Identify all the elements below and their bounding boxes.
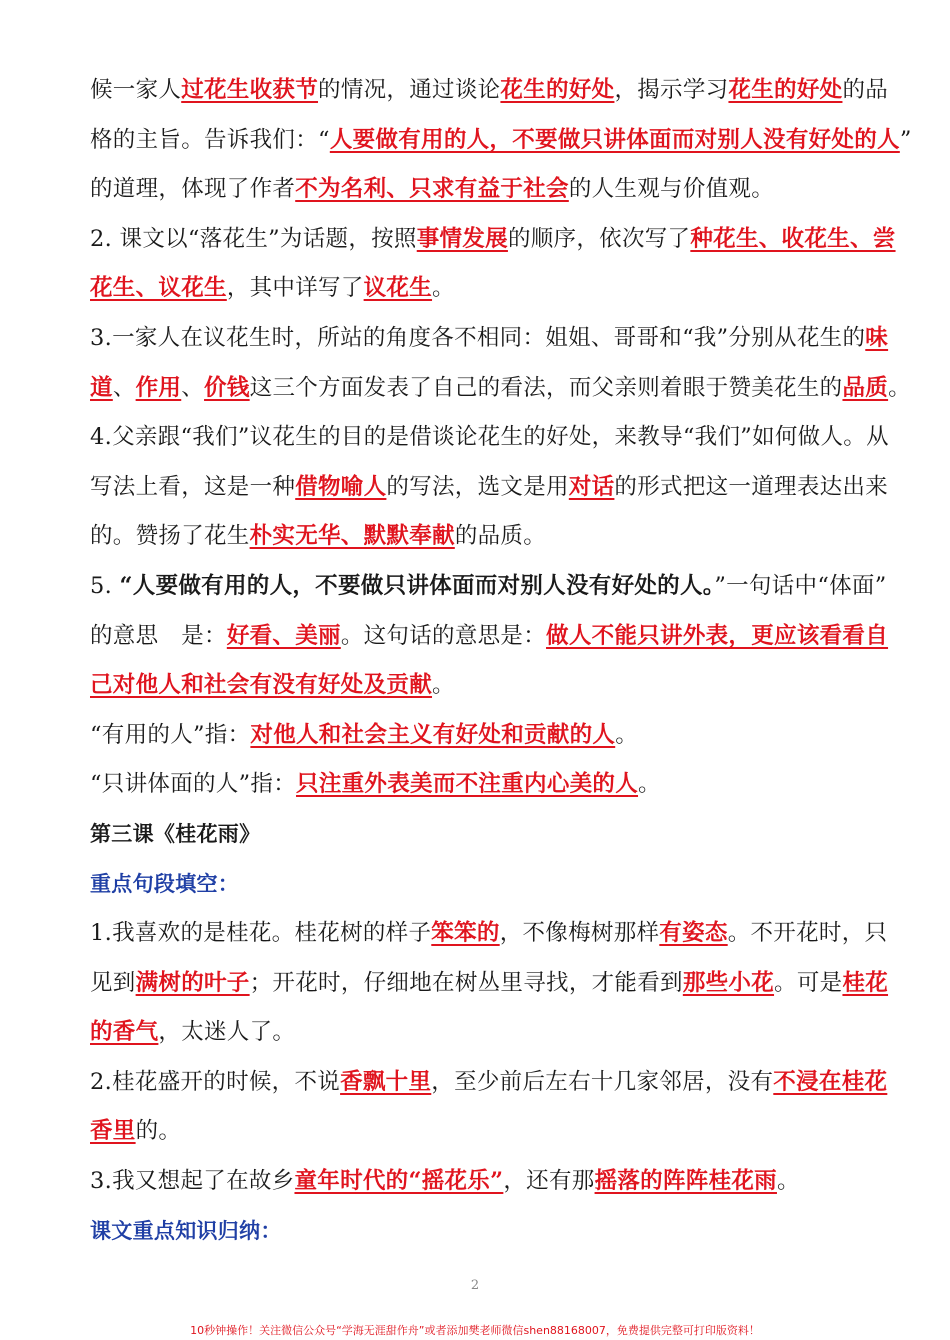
answer-text: 借物喻人 bbox=[295, 473, 387, 500]
body-text: 。这句话的意思是： bbox=[340, 622, 547, 649]
text-line bbox=[90, 959, 889, 1009]
body-text: 的形式把这一道理表达出来 bbox=[614, 473, 889, 500]
body-text: 3.我又想起了在故乡 bbox=[90, 1168, 295, 1195]
body-text: 5. bbox=[90, 572, 120, 599]
body-text: ，至少前后左右十几家邻居，没有 bbox=[431, 1068, 774, 1095]
body-text: “只讲体面的人”指： bbox=[90, 771, 297, 798]
body-text: 的。赞扬了花生 bbox=[90, 523, 250, 550]
body-text: ，太迷人了。 bbox=[158, 1019, 296, 1046]
body-text: ”一句话中“体面” bbox=[714, 572, 887, 599]
text-line bbox=[90, 909, 888, 959]
body-text: 的顺序，依次写了 bbox=[507, 225, 691, 252]
body-text: 。 bbox=[615, 721, 639, 748]
body-text: 。不开花时，只 bbox=[727, 920, 888, 947]
body-text: 。 bbox=[432, 275, 455, 302]
text-line bbox=[90, 711, 865, 761]
answer-text: 道 bbox=[90, 374, 113, 401]
body-text: ，不像梅树那样 bbox=[499, 920, 660, 947]
answer-text: 桂花 bbox=[842, 969, 889, 996]
text-line bbox=[90, 1008, 865, 1058]
answer-text: 过花生收获节 bbox=[181, 77, 319, 103]
answer-text: 满树的叶子 bbox=[135, 969, 250, 996]
text-line bbox=[90, 165, 865, 215]
body-text: 。 bbox=[776, 1168, 800, 1195]
answer-text: 事情发展 bbox=[416, 225, 508, 252]
text-line bbox=[90, 612, 889, 662]
section-heading: 第三课《桂花雨》 bbox=[90, 821, 261, 846]
answer-text: 味 bbox=[865, 324, 889, 351]
answer-text: 品质 bbox=[842, 374, 889, 401]
body-text: 。 bbox=[638, 771, 661, 798]
answer-text: 笨笨的 bbox=[431, 920, 500, 947]
answer-text: 花生的好处 bbox=[728, 77, 843, 103]
body-text: 4.父亲跟“我们”议花生的目的是借谈论花生的好处，来教导“我们”如何做人。从 bbox=[90, 424, 889, 451]
answer-text: 香飘十里 bbox=[340, 1068, 432, 1095]
text-line bbox=[90, 860, 865, 910]
answer-text: 那些小花 bbox=[682, 969, 775, 996]
answer-text: 好看、美丽 bbox=[226, 622, 341, 649]
answer-text: 朴实无华、默默奉献 bbox=[249, 523, 455, 550]
body-text: 候一家人 bbox=[90, 77, 182, 103]
answer-text: 有姿态 bbox=[659, 920, 728, 947]
text-line bbox=[90, 810, 865, 860]
text-line bbox=[90, 1207, 865, 1257]
body-text: ，还有那 bbox=[503, 1168, 595, 1195]
answer-text: 作用 bbox=[135, 374, 182, 401]
body-text: 的品质。 bbox=[454, 523, 547, 550]
text-line bbox=[90, 1107, 865, 1157]
answer-text: 对话 bbox=[568, 473, 615, 500]
text-line bbox=[90, 116, 912, 166]
body-text: 写法上看，这是一种 bbox=[90, 473, 296, 500]
text-line bbox=[90, 661, 865, 711]
body-text: ” bbox=[899, 126, 912, 153]
body-text: “有用的人”指： bbox=[90, 721, 251, 748]
answer-text: 花生的好处 bbox=[500, 77, 615, 103]
page-number: 2 bbox=[470, 1278, 480, 1293]
body-text: 、 bbox=[181, 374, 205, 401]
answer-text: 种花生、收花生、尝 bbox=[690, 225, 896, 252]
section-heading: 课文重点知识归纳： bbox=[90, 1218, 282, 1243]
body-text: 。可是 bbox=[774, 969, 843, 996]
body-text: ，揭示学习 bbox=[614, 77, 729, 103]
text-line bbox=[90, 1157, 865, 1207]
answer-text: 不为名利、只求有益于社会 bbox=[295, 176, 569, 203]
answer-text: 的香气 bbox=[90, 1019, 159, 1046]
footer-notice: 10秒钟操作！关注微信公众号“学海无涯甜作舟”或者添加樊老师微信shen88168007，免费提供完整可打印版资料！ bbox=[190, 1324, 760, 1337]
text-line bbox=[90, 364, 911, 414]
text-line bbox=[90, 512, 865, 562]
text-line bbox=[90, 264, 865, 314]
text-line bbox=[90, 66, 889, 116]
answer-text: 价钱 bbox=[204, 374, 250, 401]
text-line bbox=[90, 463, 889, 513]
body-text: 的情况，通过谈论 bbox=[318, 77, 501, 103]
body-text: 格的主旨。告诉我们：“ bbox=[90, 126, 330, 153]
answer-text: 只注重外表美而不注重内心美的人 bbox=[296, 771, 639, 798]
text-line bbox=[90, 1058, 888, 1108]
answer-text: 不浸在桂花 bbox=[773, 1068, 888, 1095]
body-text: 2. 课文以“落花生”为话题，按照 bbox=[90, 225, 417, 252]
body-text: 的写法，选文是用 bbox=[386, 473, 569, 500]
answer-text: 摇落的阵阵桂花雨 bbox=[594, 1168, 777, 1195]
body-text: 见到 bbox=[90, 969, 136, 996]
quoted-sentence: “人要做有用的人，不要做只讲体面而对别人没有好处的人。 bbox=[119, 572, 715, 599]
body-text: ，其中详写了 bbox=[226, 275, 364, 302]
section-heading: 重点句段填空： bbox=[90, 871, 240, 896]
answer-text: 童年时代的“摇花乐” bbox=[294, 1168, 504, 1195]
text-line bbox=[90, 760, 865, 810]
answer-text: 花生、议花生 bbox=[90, 275, 227, 302]
answer-text: 香里 bbox=[90, 1118, 136, 1145]
body-text: 的意思 是： bbox=[90, 622, 227, 649]
text-line bbox=[90, 314, 889, 364]
document-body bbox=[90, 66, 912, 1256]
text-line bbox=[90, 215, 896, 265]
body-text: 2.桂花盛开的时候，不说 bbox=[90, 1068, 341, 1095]
body-text: 。 bbox=[888, 374, 911, 401]
body-text: 、 bbox=[112, 374, 136, 401]
body-text: 。 bbox=[432, 672, 455, 699]
body-text: 这三个方面发表了自己的看法，而父亲则着眼于赞美花生的 bbox=[249, 374, 843, 401]
body-text: 3.一家人在议花生时，所站的角度各不相同：姐姐、哥哥和“我”分别从花生的 bbox=[90, 324, 866, 351]
answer-text: 己对他人和社会有没有好处及贡献 bbox=[90, 672, 433, 699]
body-text: 1.我喜欢的是桂花。桂花树的样子 bbox=[90, 920, 432, 947]
text-line bbox=[90, 413, 889, 463]
body-text: 的道理，体现了作者 bbox=[90, 176, 296, 203]
text-line bbox=[90, 562, 887, 612]
body-text: ；开花时，仔细地在树丛里寻找，才能看到 bbox=[249, 969, 683, 996]
body-text: 的人生观与价值观。 bbox=[568, 176, 775, 203]
answer-text: 人要做有用的人，不要做只讲体面而对别人没有好处的人 bbox=[329, 126, 900, 153]
body-text: 的。 bbox=[135, 1118, 182, 1145]
body-text: 的品 bbox=[842, 77, 889, 103]
answer-text: 对他人和社会主义有好处和贡献的人 bbox=[250, 721, 616, 748]
answer-text: 议花生 bbox=[363, 275, 433, 302]
answer-text: 做人不能只讲外表，更应该看看自 bbox=[546, 622, 889, 649]
